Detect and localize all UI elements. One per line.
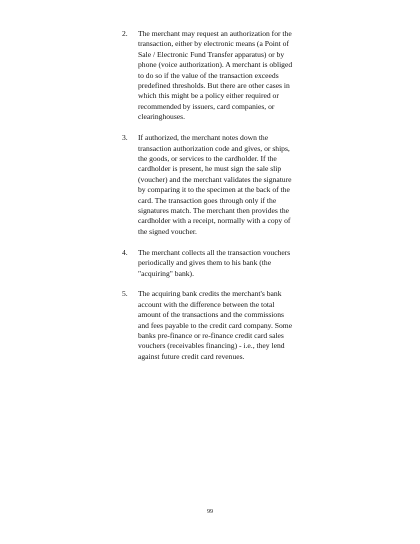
text-line: which this might be a policy either required or xyxy=(138,91,279,101)
list-item-text xyxy=(138,289,344,362)
list-item-number: 3. xyxy=(122,133,128,143)
text-line: banks pre-finance or re-finance credit card sales xyxy=(138,331,284,341)
text-line: The merchant collects all the transaction vouchers xyxy=(138,247,291,257)
text-line: to do so if the value of the transaction exceeds xyxy=(138,70,279,80)
text-line: transaction, either by electronic means (a Point of xyxy=(138,39,289,49)
text-line: The acquiring bank credits the merchant's bank xyxy=(138,289,282,299)
text-line: The merchant may request an authorization for the xyxy=(138,29,292,38)
text-line: "acquiring" bank). xyxy=(138,268,194,278)
text-line: by comparing it to the specimen at the back of the xyxy=(138,185,290,195)
text-line: signatures match. The merchant then provides the xyxy=(138,206,290,215)
text-line: against future credit card revenues. xyxy=(138,351,245,361)
text-line: recommended by issuers, card companies, or xyxy=(138,101,275,111)
text-line: account with the difference between the total xyxy=(138,299,275,309)
text-line: cardholder with a receipt, normally with a copy of xyxy=(138,216,291,226)
list-item xyxy=(122,248,344,279)
text-line: and fees payable to the credit card company. Some xyxy=(138,320,293,330)
list-item-text xyxy=(138,248,344,279)
numbered-list xyxy=(122,29,344,373)
text-line: Sale / Electronic Fund Transfer apparatus) or by xyxy=(138,49,285,59)
text-line: clearinghouses. xyxy=(138,112,186,122)
list-item-text xyxy=(138,29,344,123)
text-line: (voucher) and the merchant validates the signature xyxy=(138,174,292,184)
text-line: the goods, or services to the cardholder. If the xyxy=(138,153,277,163)
text-line: amount of the transactions and the commissions xyxy=(138,310,284,320)
list-item xyxy=(122,289,344,362)
text-line: the signed voucher. xyxy=(138,226,197,236)
text-line: cardholder is present, he must sign the sale slip xyxy=(138,164,282,174)
list-item-number: 5. xyxy=(122,289,128,299)
text-line: periodically and gives them to his bank (the xyxy=(138,258,272,268)
list-item xyxy=(122,133,344,237)
text-line: vouchers (receivables financing) - i.e., they lend xyxy=(138,341,285,351)
page-number: 99 xyxy=(207,509,213,515)
list-item-text xyxy=(138,133,344,237)
text-line: If authorized, the merchant notes down the xyxy=(138,133,269,143)
text-line: card. The transaction goes through only if the xyxy=(138,195,277,205)
list-item-number: 2. xyxy=(122,29,128,38)
text-line: transaction authorization code and gives, or ships, xyxy=(138,143,290,153)
list-item-number: 4. xyxy=(122,247,128,257)
list-item xyxy=(122,29,344,123)
text-line: phone (voice authorization). A merchant is obliged xyxy=(138,60,293,70)
text-line: predefined thresholds. But there are other cases in xyxy=(138,81,290,91)
